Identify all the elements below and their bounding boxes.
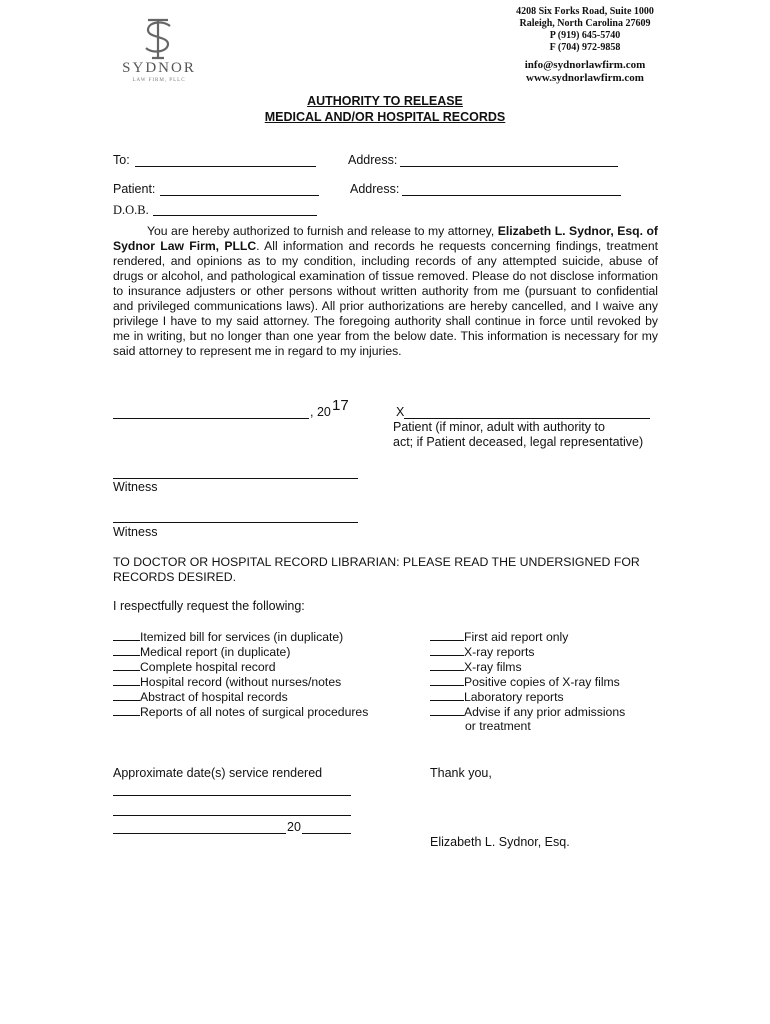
librarian-notice-2: RECORDS DESIRED. — [113, 570, 236, 584]
phone: P (919) 645-5740 — [549, 30, 621, 41]
address-field-2[interactable] — [402, 195, 621, 196]
address-line-2: Raleigh, North Carolina 27609 — [519, 18, 651, 29]
document-title-line1: AUTHORITY TO RELEASE — [307, 94, 463, 108]
dob-label: D.O.B. — [113, 203, 149, 217]
patient-caption-1: Patient (if minor, adult with authority to — [393, 420, 605, 434]
attorney-name: Elizabeth L. Sydnor, Esq. — [497, 224, 643, 238]
x-mark: X — [396, 405, 405, 419]
request-item-continuation: or treatment — [465, 719, 531, 733]
request-item[interactable]: Positive copies of X-ray films — [430, 674, 620, 689]
request-item[interactable]: X-ray reports — [430, 644, 534, 659]
service-dates-label: Approximate date(s) service rendered — [113, 766, 323, 780]
website-link[interactable]: www.sydnorlawfirm.com — [526, 72, 644, 84]
request-item[interactable]: Hospital record (without nurses/notes — [113, 674, 341, 689]
request-intro: I respectfully request the following: — [113, 599, 305, 613]
address-field-1[interactable] — [400, 166, 618, 167]
to-field[interactable] — [135, 166, 316, 167]
date-field[interactable] — [113, 418, 309, 419]
address-line-1: 4208 Six Forks Road, Suite 1000 — [516, 6, 654, 17]
document-title-line2: MEDICAL AND/OR HOSPITAL RECORDS — [264, 110, 506, 124]
auth-rest: . All information and records he requests concerning findings, treatment rendered, and opinions as to my condition, including records of any attempted suicide, abuse of drugs or alcohol, and pathological examination of tissue removed. Please do not disclose information to insurance adjusters or other persons without written authority from me (pursuant to confidential and privileged communications laws). All prior authorizations are hereby cancelled, and I waive any privilege I have to my said attorney. The foregoing authority shall continue in force until revoked by me in writing, but no longer than one year from the below date. This information is necessary for my said attorney to represent me in regard to my injuries. — [113, 239, 658, 358]
request-item[interactable]: First aid report only — [430, 629, 568, 644]
patient-caption-2: act; if Patient deceased, legal representative) — [393, 435, 644, 449]
date-suffix: , 20 — [310, 405, 331, 419]
address-label-1: Address: — [348, 153, 398, 167]
firm-name: SYDNOR — [122, 60, 196, 76]
request-item[interactable]: Reports of all notes of surgical procedures — [113, 704, 368, 719]
witness-2-signature[interactable] — [113, 522, 358, 523]
fax: F (704) 972-9858 — [549, 42, 621, 53]
email-link[interactable]: info@sydnorlawfirm.com — [524, 59, 646, 71]
firm-subtitle: LAW FIRM, PLLC — [132, 78, 186, 83]
address-label-2: Address: — [350, 182, 400, 196]
request-item[interactable]: Itemized bill for services (in duplicate) — [113, 629, 343, 644]
patient-label: Patient: — [113, 182, 156, 196]
request-item[interactable]: Advise if any prior admissions — [430, 704, 625, 719]
handwritten-year: 17 — [332, 397, 349, 414]
request-item[interactable]: Laboratory reports — [430, 689, 564, 704]
firm-contact — [480, 59, 690, 85]
auth-intro: You are hereby authorized to furnish and release to my attorney, — [147, 224, 498, 238]
request-item[interactable]: Complete hospital record — [113, 659, 276, 674]
signer-name: Elizabeth L. Sydnor, Esq. — [430, 835, 570, 849]
service-date-line-1[interactable] — [113, 795, 351, 796]
request-item[interactable]: X-ray films — [430, 659, 522, 674]
librarian-notice-1: TO DOCTOR OR HOSPITAL RECORD LIBRARIAN: PLEASE READ THE UNDERSIGNED FOR — [113, 555, 640, 569]
dob-field[interactable] — [153, 215, 317, 216]
thank-you: Thank you, — [430, 766, 492, 780]
service-date-line-2[interactable] — [113, 815, 351, 816]
patient-field[interactable] — [160, 195, 319, 196]
authorization-paragraph — [113, 224, 658, 359]
firm-address — [480, 6, 690, 54]
patient-signature-field[interactable] — [404, 418, 650, 419]
auth-of: of — [643, 224, 658, 238]
witness-2-label: Witness — [113, 525, 158, 539]
service-date-line-3[interactable] — [113, 833, 286, 834]
witness-1-signature[interactable] — [113, 478, 358, 479]
to-label: To: — [113, 153, 130, 167]
request-item[interactable]: Medical report (in duplicate) — [113, 644, 290, 659]
request-item[interactable]: Abstract of hospital records — [113, 689, 288, 704]
firm-name-bold: Sydnor Law Firm, PLLC — [113, 239, 257, 253]
year-field[interactable] — [302, 833, 351, 834]
twenty-label: 20 — [287, 820, 301, 834]
witness-1-label: Witness — [113, 480, 158, 494]
